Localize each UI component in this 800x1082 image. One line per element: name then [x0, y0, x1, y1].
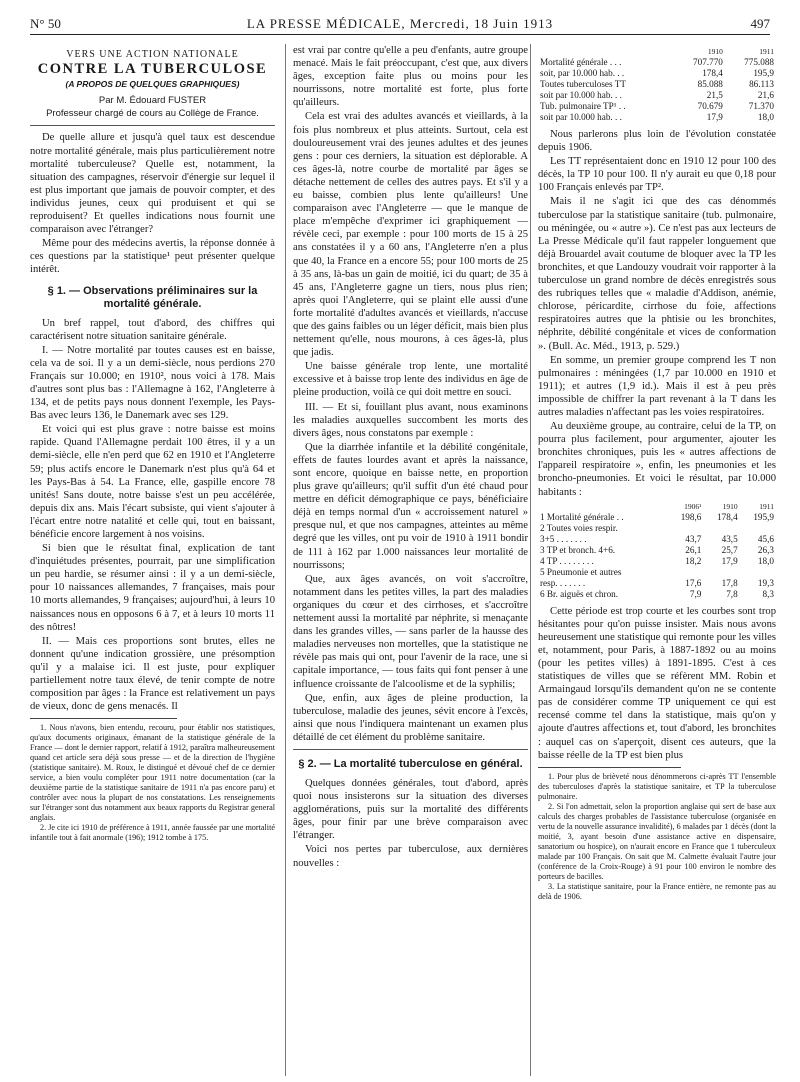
table-row — [538, 545, 776, 556]
paragraph: Que, enfin, aux âges de pleine production, la tuberculose, maladie des jeunes, sévit encore à l'excès, ainsi que nous l'indiquera maintenant un examen plus détaillé de cet élément du problème sanitaire. — [293, 692, 528, 743]
divider — [293, 749, 528, 750]
paragraph: II. — Mais ces proportions sont brutes, elles ne donnent qu'une indication grossière, une présomption qu'il y a malaise ici. Il est juste, pour expliquer partiellement notre taux élevé, de tenir compte de notre composition par âges : la France est relativement un pays de vieux, donc de gens menacés. Il — [30, 635, 275, 713]
table-row — [538, 90, 776, 101]
table-cell — [667, 567, 703, 578]
table-cell: 17,6 — [685, 577, 702, 588]
row-label: 3+5 . . . . . . . — [540, 533, 587, 544]
table-cell: 178,4 — [717, 511, 738, 522]
paragraph: Cela est vrai des adultes avancés et vieillards, à la fois plus nombreux et plus atteints. Surtout, cela est douloureusement vrai des jeunes adultes et des jeunes gens : pour ces derniers, la situation est déplorable. A ces âges-là, notre courbe de mortalité par âges se détache nettement de celles des autres pays. Et s'il y a eu baisse, combien plus lente qu'ailleurs! Une comparaison avec l'Angleterre — que le manque de place m'empêche d'exprimer ici graphiquement — révèle ceci, par exemple : pour 100 morts de 15 à 25 ans constatées il y a 60 ans, l'Angleterre n'en a plus que 40, la France en a encore 55; pour 100 morts de 25 à 35 ans, là-bas un gain de moitié, ici du quart; de 35 à 45 ans, l'Angleterre gagne un tiers, nous plus rien; après quoi l'Angleterre, qui se plaint elle aussi d'une forte mortalité d'adultes avancés et vieillards, n'accuse que des gains faibles ou un léger déficit, mais bien plus nettement qu'elle, nous mourons, à ces âges-là, plus que jadis. — [293, 111, 528, 359]
table-row — [538, 79, 776, 90]
table-row — [538, 57, 776, 68]
paragraph: Que, aux âges avancés, on voit s'accroître, notamment dans les petites villes, la part des maladies organiques du cœur et des cirrhoses, et s'accroître nettement aussi la mortalité par néphrite, si menaçante dans les grandes villes, — sans parler de la hausse des maladies nerveuses non mortelles, que la statistique ne révèle pas mais qui ont, pour l'avenir de la race, une si capitale importance, — tous faits qui font penser à une influence croissante de l'alcoolisme et de la syphilis; — [293, 573, 528, 690]
table-header: 1911 — [759, 47, 774, 56]
table-row — [538, 578, 776, 589]
row-label: 2 Toutes voies respir. — [540, 522, 618, 533]
table-cell: 707.770 — [693, 57, 723, 67]
table-cell: 18,0 — [757, 555, 774, 566]
footnote: 1. Pour plus de brièveté nous dénommerons ci-après TT l'ensemble des tuberculoses d'après la statistique sanitaire, et TP la tuberculose pulmonaire. — [538, 771, 776, 801]
page-header — [30, 14, 770, 35]
table-cell: 198,6 — [680, 511, 702, 522]
paragraph: Un bref rappel, tout d'abord, des chiffres qui caractérisent notre situation sanitaire générale. — [30, 317, 275, 342]
paragraph: Voici nos pertes par tuberculose, aux dernières nouvelles : — [293, 844, 528, 869]
journal-title: LA PRESSE MÉDICALE, Mercredi, 18 Juin 1913 — [246, 16, 554, 31]
paragraph: Que la diarrhée infantile et la débilité congénitale, effets de fautes lourdes avant et après la naissance, sont encore, quoique en baisse nette, en proportion plus grave qu'ailleurs; qu'il suffit d'un été chaud pour mettre en déficit démographique ce pays, bénéficiaire déjà en temps normal d'un « accroissement naturel » presque nul, et que nos campagnes, atteintes au même degré que les villes, ont pu voir de 1910 à 1911 bondir de 111 à 162 par 1.000 naissances leur mortalité de nourrissons; — [293, 441, 528, 571]
article-subtitle: (A PROPOS DE QUELQUES GRAPHIQUES) — [65, 79, 240, 90]
article-affiliation: Professeur chargé de cours au Collège de France. — [46, 108, 259, 120]
table-cell: 21,6 — [757, 90, 774, 100]
paragraph: Même pour des médecins avertis, la réponse donnée à ces questions par la statistique¹ peut présenter quelque intérêt. — [30, 238, 275, 276]
paragraph: est vrai par contre qu'elle a peu d'enfants, autre groupe menacé. Mais le fait préoccupant, c'est que, aux divers âges, exception faite plus ou moins pour les nourrissons, notre mortalité est forte, plus forte qu'ailleurs. — [293, 45, 528, 109]
table-row — [538, 512, 776, 523]
article-title: CONTRE LA TUBERCULOSE — [37, 61, 268, 78]
footnotes — [30, 723, 275, 843]
row-label: 6 Br. aiguës et chron. — [540, 588, 619, 599]
table-cell: 85.088 — [697, 79, 723, 89]
table-cell: 17,8 — [721, 577, 738, 588]
article-kicker: VERS UNE ACTION NATIONALE — [66, 49, 239, 60]
row-label: 3 TP et bronch. 4+6. — [540, 544, 616, 555]
article-author: Par M. Édouard FUSTER — [98, 95, 207, 107]
row-label: soit par 10.000 hab. . . — [540, 112, 622, 122]
table-row — [538, 68, 776, 79]
paragraph: Si bien que le résultat final, explication de tant d'inquiétudes présentes, pourrait, par une simplification un peu hardie, se résumer ainsi : il y a un demi-siècle, pour 10 naissances allemandes, 7 françaises, mais pour 10 morts allemandes, 9 françaises; aujourd'hui, à leurs 10 naissances nous en opposons 6 à 7, et à leurs 10 morts 11 des nôtres! — [30, 543, 275, 633]
column-3 — [530, 44, 776, 1076]
table-cell: 43,7 — [685, 533, 702, 544]
page-number: 497 — [750, 16, 770, 31]
table-cell: 21,5 — [706, 90, 723, 100]
table-cell — [740, 567, 776, 578]
column-2 — [285, 44, 528, 1076]
row-label: 4 TP . . . . . . . . — [540, 555, 594, 566]
paragraph: Cette période est trop courte et les courbes sont trop hésitantes pour qu'on puisse insister. Mais nous avons heureusement une statistique qui remonte pour les villes et, notamment, pour Paris, à 1887-1892 ou au moins (pour les petites villes) à 1891-1895. C'est à ces statistiques de villes que se réfèrent MM. Robin et Armaingaud lorsqu'ils demandent qu'on ne se contente pas de considérer comme TP uniquement ce qui est recensé comme tel dans la statistique, mais qu'on y ajoute d'autres affections et, tout d'abord, les bronchites : auquel cas on s'aperçoit, disent ces auteurs, que la baisse réelle de la TP est bien plus — [538, 605, 776, 761]
table-cell: 45,6 — [757, 533, 774, 544]
footnote: 2. Je cite ici 1910 de préférence à 1911, année faussée par une mortalité infantile tout à fait anormale (196); 1912 tombe à 175. — [30, 823, 275, 843]
paragraph: Les TT représentaient donc en 1910 12 pour 100 des décès, la TP 10 pour 100. Il n'y aurait eu que 0,18 pour 100 Français enlevés par TP². — [538, 156, 776, 194]
table-cell: 7,9 — [689, 588, 702, 599]
table-row — [538, 101, 776, 112]
table-cell — [667, 523, 703, 534]
table-cell: 70.679 — [697, 101, 723, 111]
respiratory-table — [538, 501, 776, 600]
table-cell: 8,3 — [762, 588, 774, 599]
table-row — [538, 589, 776, 600]
table-cell — [703, 567, 739, 578]
table-cell: 43,5 — [721, 533, 738, 544]
row-label: soit par 10.000 hab. . . — [540, 90, 622, 100]
table-cell: 195,9 — [753, 511, 774, 522]
row-label: resp. . . . . . . — [540, 577, 586, 588]
paragraph: De quelle allure et jusqu'à quel taux est descendue notre mortalité générale, mais plus particulièrement notre mortalité tuberculeuse? Quelle est, notamment, la situation des campagnes, réservoir d'énergie sur lequel il est plus important que jamais de pouvoir compter, et des individus jeunes, ceux qui produisent et qui se reproduisent? Et quelles indications nous fournit une comparaison avec l'étranger? — [30, 132, 275, 236]
table-cell: 26,1 — [685, 544, 702, 555]
row-label: Toutes tuberculoses TT — [540, 79, 626, 89]
paragraph: III. — Et si, fouillant plus avant, nous examinons les maladies auxquelles succombent les morts des divers âges, nous constatons par exemple : — [293, 401, 528, 439]
table-header: 1906¹ — [684, 501, 702, 511]
footnote: 2. Si l'on admettait, selon la proportion anglaise qui sert de base aux calculs des charges probables de l'assistance tuberculose (organisée en vertu de la nouvelle assurance invalidité), 6 malades par 1 décès (dont la moitié, 3, ayant besoin d'une assistance active en dispensaire, sanatorium ou hospice), on n'aurait encore en France que 1 tuberculeux malade par 100 Français. On sait que M. Calmette évaluait l'autre jour (conférence de la Croix-Rouge) à 91 pour 100 environ le nombre des porteurs de bacilles. — [538, 801, 776, 881]
footnotes — [538, 772, 776, 902]
row-label: soit, par 10.000 hab. . . — [540, 68, 625, 78]
issue-number: N° 50 — [30, 16, 61, 31]
paragraph: Mais il ne s'agit ici que des cas dénommés tuberculose par la statistique sanitaire (tub. pulmonaire, ou méningée, ou « autre »). Ce n'est pas aux lecteurs de La Presse Médicale qu'il faut rappeler longuement que déjà Brouardel avait coutume de bloquer avec la TP les bronchites, et que Landouzy voudrait voir rapporter à la tuberculose un grand nombre de décès enregistrés sous des rubriques telles que « maladie d'Addison, anémie, chlorose, péricardite, cirrhose du foie, affections respiratoires autres que la phtisie ou les bronchites, néphrite, débilité congénitale et vices de conformation ». (Bull. Ac. Méd., 1913, p. 529.) — [538, 196, 776, 352]
paragraph: Quelques données générales, tout d'abord, après quoi nous insisterons sur la situation des diverses agglomérations, puis sur la mortalité des différents âges, pour finir par une brève comparaison avec l'étranger. — [293, 777, 528, 842]
footnote-divider — [538, 767, 681, 768]
table-row — [538, 534, 776, 545]
table-row — [538, 567, 776, 578]
row-label: 5 Pneumonie et autres — [540, 566, 622, 577]
table-cell: 17,9 — [721, 555, 738, 566]
footnote: 3. La statistique sanitaire, pour la France entière, ne remonte pas au delà de 1906. — [538, 881, 776, 901]
row-label: Tub. pulmonaire TP¹ . . — [540, 101, 626, 111]
column-1 — [30, 44, 275, 1076]
paragraph: Au deuxième groupe, au contraire, celui de la TP, on pourra plus facilement, pour argumenter, ajouter les bronchites chroniques, puis les « autres affections de l'appareil respiratoire », enfin, les pneumonies et les broncho-pneumonies. Et voici le résultat, par 10.000 habitants : — [538, 421, 776, 498]
section-heading-2: § 2. — La mortalité tuberculose en général. — [298, 757, 523, 770]
table-header: 1911 — [759, 501, 774, 511]
table-cell — [740, 523, 776, 534]
table-cell: 17,9 — [706, 112, 723, 122]
table-cell: 18,0 — [757, 112, 774, 122]
table-cell: 25,7 — [721, 544, 738, 555]
paragraph: En somme, un premier groupe comprend les T non pulmonaires : méningées (1,7 par 10.000 en 1910 et 1911); et autres (1,9 id.). Mais il est à peu près impossible de chiffrer la part revenant à la T dans les autres maladies n'affectant pas les voies respiratoires. — [538, 354, 776, 418]
table-row — [538, 556, 776, 567]
table-cell — [703, 523, 739, 534]
paragraph: Et voici qui est plus grave : notre baisse est moins rapide. Quand l'Allemagne perdait 100 êtres, il y a un demi-siècle, elle n'en perd que 62 en 1910 et l'Angleterre 59; plus actifs encore le Danemark n'est plus qu'à 64 et les Pays-Bas à 54. La France, elle, gaspille encore 78 unités! Sans doute, notre baisse s'est un peu accélérée, depuis dix ans. Mais l'écart subsiste, qui vient s'ajouter à l'écart entre notre natalité et celle qui, tout en baissant, bénéficie encore largement à nos voisins. — [30, 424, 275, 540]
row-label: Mortalité générale . . . — [540, 57, 622, 67]
table-cell: 26,3 — [757, 544, 774, 555]
row-label: 1 Mortalité générale . . — [540, 511, 624, 522]
table-cell: 19,3 — [757, 577, 774, 588]
footnote-divider — [30, 718, 177, 719]
table-cell: 178,4 — [702, 68, 723, 78]
mortality-table — [538, 46, 776, 123]
paragraph: Une baisse générale trop lente, une mortalité excessive et à baisse trop lente des individus en âge de pleine production, voilà ce qui doit mettre en souci. — [293, 361, 528, 399]
footnote: 1. Nous n'avons, bien entendu, recouru, pour établir nos statistiques, qu'aux documents originaux, émanant de la statistique générale de la France — dont le dernier rapport, relatif à 1912, paraîtra malheureusement quand cet article sera déjà sous presse — et de la direction de l'hygiène (statistique sanitaire). M. Roux, le distingué et dévoué chef de ce dernier service, a bien voulu compléter pour 1911 notre documentation (car la deuxième partie de la statistique sanitaire de 1911 n'a pas encore paru) et contrôler avec nous la plupart de nos constatations. Les renseignements sur l'étranger sont dus notamment aux beaux rapports du Registrar general anglais. — [30, 723, 275, 823]
table-cell: 7,8 — [726, 588, 738, 599]
table-cell: 71.370 — [748, 101, 774, 111]
paragraph: I. — Notre mortalité par toutes causes est en baisse, cela va de soi. Il y a un demi-siècle, nous perdions 270 Français sur 10.000; en 1910², nous voici à 178. Mais d'autres sont plus bas : l'Allemagne à 162, l'Angleterre à 134, et de petits pays nous donnent l'exemple, les Pays-Bas avec leurs 136, le Danemark avec ses 129. — [30, 344, 275, 422]
table-header: 1910 — [707, 47, 723, 56]
paragraph: Nous parlerons plus loin de l'évolution constatée depuis 1906. — [538, 129, 776, 154]
table-cell: 86.113 — [749, 79, 774, 89]
table-cell: 18,2 — [685, 555, 702, 566]
section-heading-1: § 1. — Observations préliminaires sur la mortalité générale. — [47, 284, 258, 310]
table-row — [538, 112, 776, 123]
table-header: 1910 — [722, 501, 738, 511]
table-row — [538, 523, 776, 534]
table-cell: 195,9 — [753, 68, 774, 78]
table-cell: 775.088 — [744, 57, 774, 67]
divider — [30, 125, 275, 126]
